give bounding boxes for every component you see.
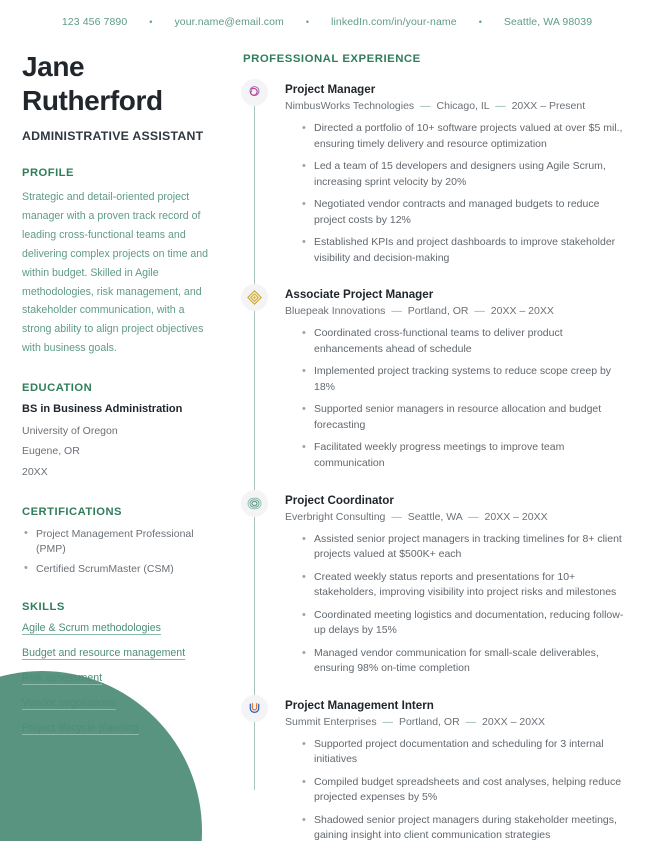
list-item[interactable]: Project lifecycle planning <box>22 722 139 735</box>
experience-bullets <box>285 326 632 471</box>
experience-location: Portland, OR <box>407 305 469 318</box>
job-title: ADMINISTRATIVE ASSISTANT <box>22 129 204 144</box>
experience-company: Bluepeak Innovations <box>285 305 386 318</box>
section-heading-profile: PROFILE <box>22 167 74 180</box>
list-item: • Supported project documentation and scheduling for 3 internal initiatives <box>302 737 632 768</box>
list-item: • Established KPIs and project dashboards to improve stakeholder visibility and decision-making <box>302 235 632 266</box>
experience-role: Project Coordinator <box>285 493 394 507</box>
experience-dates: 20XX – 20XX <box>490 305 554 318</box>
contact-bar <box>0 0 650 44</box>
experience-bullets <box>285 121 632 266</box>
education-degree: BS in Business Administration <box>22 402 183 415</box>
left-column <box>0 44 238 841</box>
meta-dash: — <box>391 510 402 523</box>
experience-meta <box>285 305 632 317</box>
list-item: • Implemented project tracking systems to reduce scope creep by 18% <box>302 364 632 395</box>
certifications-list <box>22 527 212 577</box>
meta-dash: — <box>465 715 477 728</box>
list-item: • Coordinated meeting logistics and documentation, reducing follow-up delays by 15% <box>302 608 632 639</box>
contact-linkedin[interactable]: linkedIn.com/in/your-name <box>331 16 457 28</box>
skills-list <box>22 622 212 734</box>
section-heading-skills: SKILLS <box>22 601 65 614</box>
page-title <box>22 50 212 118</box>
experience-entry <box>285 494 632 677</box>
meta-dash: — <box>391 305 402 318</box>
horseshoe-arc-icon <box>241 695 268 722</box>
experience-location: Seattle, WA <box>407 510 463 523</box>
list-item: • Shadowed senior project managers during stakeholder meetings, gaining insight into client communication strategies <box>302 813 632 841</box>
experience-role: Associate Project Manager <box>285 288 434 302</box>
experience-location: Chicago, IL <box>436 100 490 112</box>
list-item: • Directed a portfolio of 10+ software projects valued at over $5 mil., ensuring timely delivery and resource optimization <box>302 121 632 152</box>
experience-role: Project Manager <box>285 83 376 96</box>
contact-phone: 123 456 7890 <box>61 16 128 28</box>
meta-dash: — <box>474 305 485 318</box>
experience-entry <box>285 83 632 266</box>
experience-bullets <box>285 532 632 677</box>
list-item[interactable]: Risk assessment <box>22 672 103 685</box>
list-item: • Compiled budget spreadsheets and cost analyses, helping reduce projected expenses by 5% <box>302 775 632 806</box>
experience-company: Everbright Consulting <box>285 510 386 523</box>
experience-meta <box>285 716 632 728</box>
list-item: • Facilitated weekly progress meetings to improve team communication <box>302 440 632 471</box>
swirl-spiral-icon <box>241 79 268 106</box>
section-heading-experience: PROFESSIONAL EXPERIENCE <box>243 53 421 65</box>
list-item: • Certified ScrumMaster (CSM) <box>22 562 212 577</box>
contact-separator: • <box>478 16 482 27</box>
experience-location: Portland, OR <box>398 715 460 728</box>
experience-dates: 20XX – 20XX <box>482 715 546 728</box>
resume-body <box>0 44 650 841</box>
education-location: Eugene, OR <box>22 445 80 458</box>
first-name: Jane <box>22 51 85 82</box>
list-item: • Assisted senior project managers in tracking timelines for 8+ client projects valued at $500K+ each <box>302 532 632 563</box>
experience-meta <box>285 511 632 523</box>
experience-bullets <box>285 737 632 841</box>
contact-location: Seattle, WA 98039 <box>503 16 593 28</box>
section-heading-certifications: CERTIFICATIONS <box>22 506 123 519</box>
list-item: • Led a team of 15 developers and designers using Agile Scrum, increasing sprint velocity by 20% <box>302 159 632 190</box>
experience-company: Summit Enterprises <box>285 715 377 728</box>
list-item[interactable]: Agile & Scrum methodologies <box>22 622 161 635</box>
section-heading-education: EDUCATION <box>22 381 93 394</box>
contact-email[interactable]: your.name@email.com <box>174 16 284 28</box>
meta-dash: — <box>420 100 431 112</box>
experience-meta <box>285 100 632 112</box>
profile-text: Strategic and detail-oriented project manager with a proven track record of leading cross-functional teams and delivering complex projects on time and within budget. Skilled in Agile methodologies, risk management, and stakeholder communication, with a strong ability to align project objectives with business goals. <box>22 191 209 355</box>
list-item: • Created weekly status reports and presentations for 10+ stakeholders, improving visibility into project risks and milestones <box>302 570 632 601</box>
experience-company: NimbusWorks Technologies <box>285 100 415 112</box>
list-item: • Negotiated vendor contracts and managed budgets to reduce project costs by 12% <box>302 197 632 228</box>
experience-entry <box>285 699 632 841</box>
list-item: • Project Management Professional (PMP) <box>22 527 212 557</box>
experience-dates: 20XX – Present <box>511 100 586 112</box>
contact-separator: • <box>305 16 310 27</box>
right-column <box>238 44 650 841</box>
education-year: 20XX <box>22 465 48 478</box>
list-item[interactable]: Vendor negotiations <box>22 697 116 710</box>
experience-dates: 20XX – 20XX <box>484 510 548 523</box>
experience-role: Project Management Intern <box>285 698 434 712</box>
contact-separator: • <box>149 16 153 27</box>
meta-dash: — <box>382 715 394 728</box>
diamond-icon <box>241 284 268 311</box>
last-name: Rutherford <box>22 85 163 117</box>
meta-dash: — <box>468 510 479 523</box>
list-item: • Coordinated cross-functional teams to deliver product enhancements ahead of schedule <box>302 326 632 357</box>
list-item: • Supported senior managers in resource allocation and budget forecasting <box>302 402 632 433</box>
experience-timeline <box>241 83 632 841</box>
concentric-capsule-icon <box>241 490 268 517</box>
education-school: University of Oregon <box>22 424 118 437</box>
list-item: • Managed vendor communication for small-scale deliverables, ensuring 98% on-time completion <box>302 646 632 677</box>
meta-dash: — <box>495 100 506 112</box>
list-item[interactable]: Budget and resource management <box>22 647 186 660</box>
experience-entry <box>285 288 632 471</box>
